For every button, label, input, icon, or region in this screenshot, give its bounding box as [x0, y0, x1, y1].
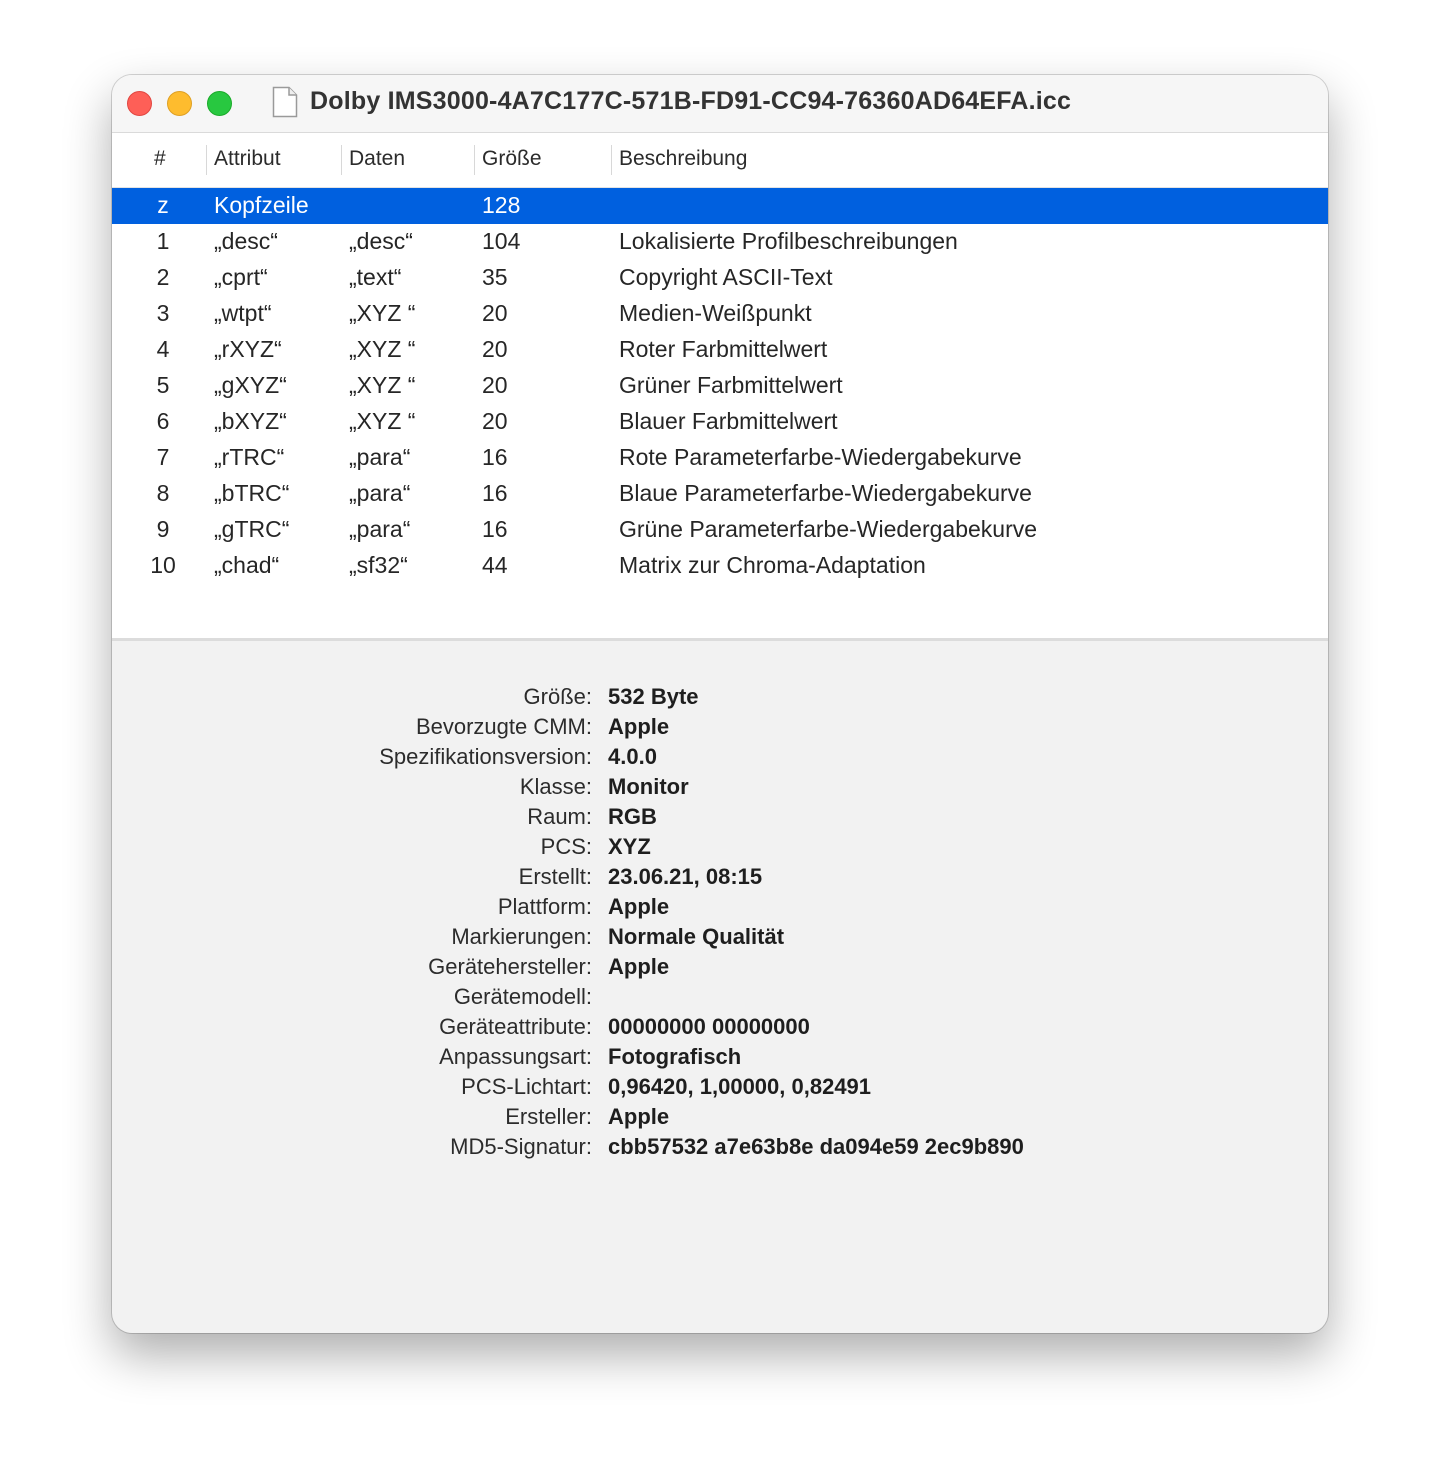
detail-value: cbb57532 a7e63b8e da094e59 2ec9b890	[608, 1134, 1024, 1159]
row-data: „sf32“	[349, 552, 408, 578]
row-attribute: „bXYZ“	[214, 408, 287, 434]
row-attribute: „desc“	[214, 228, 278, 254]
row-size: 35	[482, 264, 508, 290]
detail-value: Fotografisch	[608, 1044, 742, 1069]
detail-label: Erstellt:	[518, 864, 592, 889]
detail-row-spec-version	[112, 741, 1328, 771]
column-header-data[interactable]: Daten	[349, 147, 406, 170]
row-attribute: „gXYZ“	[214, 372, 287, 398]
header-details-panel	[112, 681, 1328, 1161]
table-row[interactable]	[112, 260, 1328, 296]
row-number: 5	[156, 372, 170, 398]
detail-label: Gerätehersteller:	[428, 954, 592, 979]
row-size: 128	[482, 192, 521, 218]
row-data: „XYZ “	[349, 336, 416, 362]
row-number: 7	[156, 444, 170, 470]
row-size: 44	[482, 552, 508, 578]
row-description: Medien-Weißpunkt	[619, 300, 812, 326]
table-row[interactable]	[112, 548, 1328, 584]
detail-label: Klasse:	[519, 774, 592, 799]
column-divider[interactable]	[341, 145, 342, 175]
table-row[interactable]	[112, 512, 1328, 548]
column-divider[interactable]	[611, 145, 612, 175]
detail-row-flags	[112, 921, 1328, 951]
row-description: Grüne Parameterfarbe-Wiedergabekurve	[619, 516, 1038, 542]
row-data: „XYZ “	[349, 408, 416, 434]
detail-value: XYZ	[608, 834, 651, 859]
row-data: „XYZ “	[349, 372, 416, 398]
row-size: 20	[482, 408, 508, 434]
row-size: 20	[482, 300, 508, 326]
column-header-description[interactable]: Beschreibung	[619, 147, 748, 170]
row-number: 1	[156, 228, 170, 254]
row-attribute: Kopfzeile	[214, 192, 309, 218]
column-header-number[interactable]: #	[154, 147, 166, 170]
detail-value: RGB	[608, 804, 657, 829]
table-row-header[interactable]	[112, 188, 1328, 224]
detail-row-creator	[112, 1101, 1328, 1131]
detail-row-pcs-illuminant	[112, 1071, 1328, 1101]
table-row[interactable]	[112, 368, 1328, 404]
detail-row-size	[112, 681, 1328, 711]
row-number: 9	[156, 516, 170, 542]
table-row[interactable]	[112, 476, 1328, 512]
detail-value: 532 Byte	[608, 684, 699, 709]
detail-value: 23.06.21, 08:15	[608, 864, 763, 889]
detail-row-space	[112, 801, 1328, 831]
detail-row-device-attributes	[112, 1011, 1328, 1041]
detail-row-manufacturer	[112, 951, 1328, 981]
detail-label: PCS-Lichtart:	[461, 1074, 592, 1099]
detail-row-md5-signature	[112, 1131, 1328, 1161]
row-data: „para“	[349, 480, 411, 506]
row-number: 8	[156, 480, 170, 506]
row-description: Roter Farbmittelwert	[619, 336, 828, 362]
detail-row-created	[112, 861, 1328, 891]
row-number: 3	[156, 300, 170, 326]
column-divider[interactable]	[206, 145, 207, 175]
detail-value: Apple	[608, 894, 670, 919]
detail-value: Apple	[608, 954, 670, 979]
row-description: Blaue Parameterfarbe-Wiedergabekurve	[619, 480, 1032, 506]
detail-row-platform	[112, 891, 1328, 921]
detail-value: Apple	[608, 714, 670, 739]
row-size: 16	[482, 480, 508, 506]
table-body	[112, 188, 1328, 584]
detail-label: Größe:	[523, 684, 592, 709]
row-number: 4	[156, 336, 170, 362]
row-description: Copyright ASCII-Text	[619, 264, 833, 290]
minimize-button[interactable]	[167, 91, 192, 116]
detail-value: Normale Qualität	[608, 924, 785, 949]
detail-label: Spezifikationsversion:	[379, 744, 592, 769]
detail-label: Anpassungsart:	[439, 1044, 592, 1069]
table-row[interactable]	[112, 404, 1328, 440]
row-data: „desc“	[349, 228, 413, 254]
detail-label: Raum:	[527, 804, 592, 829]
row-description: Matrix zur Chroma-Adaptation	[619, 552, 926, 578]
row-size: 20	[482, 372, 508, 398]
detail-label: Bevorzugte CMM:	[415, 714, 592, 739]
row-number: 2	[156, 264, 170, 290]
detail-value: 0,96420, 1,00000, 0,82491	[608, 1074, 872, 1099]
detail-row-preferred-cmm	[112, 711, 1328, 741]
table-row[interactable]	[112, 332, 1328, 368]
detail-value: Apple	[608, 1104, 670, 1129]
row-data: „para“	[349, 444, 411, 470]
row-attribute: „wtpt“	[214, 300, 272, 326]
profile-window	[112, 75, 1328, 1333]
title-bar[interactable]	[112, 75, 1328, 133]
detail-value: 00000000 00000000	[608, 1014, 810, 1039]
row-description: Rote Parameterfarbe-Wiedergabekurve	[619, 444, 1022, 470]
detail-label: MD5-Signatur:	[450, 1134, 592, 1159]
row-description: Lokalisierte Profilbeschreibungen	[619, 228, 958, 254]
row-number: 6	[156, 408, 170, 434]
row-data: „XYZ “	[349, 300, 416, 326]
row-description: Grüner Farbmittelwert	[619, 372, 843, 398]
split-view-divider[interactable]	[112, 638, 1328, 641]
window-title: Dolby IMS3000-4A7C177C-571B-FD91-CC94-76360AD64EFA.icc	[310, 87, 1072, 115]
detail-label: Ersteller:	[505, 1104, 592, 1129]
column-header-attribute[interactable]: Attribut	[214, 147, 281, 170]
row-description: Blauer Farbmittelwert	[619, 408, 838, 434]
row-size: 16	[482, 444, 508, 470]
row-size: 20	[482, 336, 508, 362]
row-data: „para“	[349, 516, 411, 542]
table-header	[112, 133, 1328, 188]
detail-label: Plattform:	[497, 894, 592, 919]
row-data: „text“	[349, 264, 402, 290]
detail-label: Markierungen:	[451, 924, 592, 949]
detail-row-class	[112, 771, 1328, 801]
tag-table[interactable]	[112, 133, 1328, 638]
row-size: 104	[482, 228, 521, 254]
row-number: 10	[150, 552, 176, 578]
row-attribute: „cprt“	[214, 264, 268, 290]
detail-row-pcs	[112, 831, 1328, 861]
row-size: 16	[482, 516, 508, 542]
row-attribute: „bTRC“	[214, 480, 290, 506]
detail-label: Gerätemodell:	[453, 984, 592, 1009]
detail-value: Monitor	[608, 774, 689, 799]
table-row[interactable]	[112, 440, 1328, 476]
detail-row-rendering-intent	[112, 1041, 1328, 1071]
column-header-size[interactable]: Größe	[482, 147, 542, 170]
detail-label: PCS:	[540, 834, 592, 859]
row-attribute: „chad“	[214, 552, 280, 578]
row-attribute: „gTRC“	[214, 516, 290, 542]
row-attribute: „rTRC“	[214, 444, 285, 470]
row-number: z	[157, 192, 169, 218]
row-attribute: „rXYZ“	[214, 336, 282, 362]
table-row[interactable]	[112, 296, 1328, 332]
detail-row-model	[112, 981, 1328, 1011]
column-divider[interactable]	[474, 145, 475, 175]
document-icon	[272, 86, 298, 118]
detail-label: Geräteattribute:	[439, 1014, 592, 1039]
zoom-button[interactable]	[207, 91, 232, 116]
detail-value: 4.0.0	[608, 744, 657, 769]
table-row[interactable]	[112, 224, 1328, 260]
close-button[interactable]	[127, 91, 152, 116]
